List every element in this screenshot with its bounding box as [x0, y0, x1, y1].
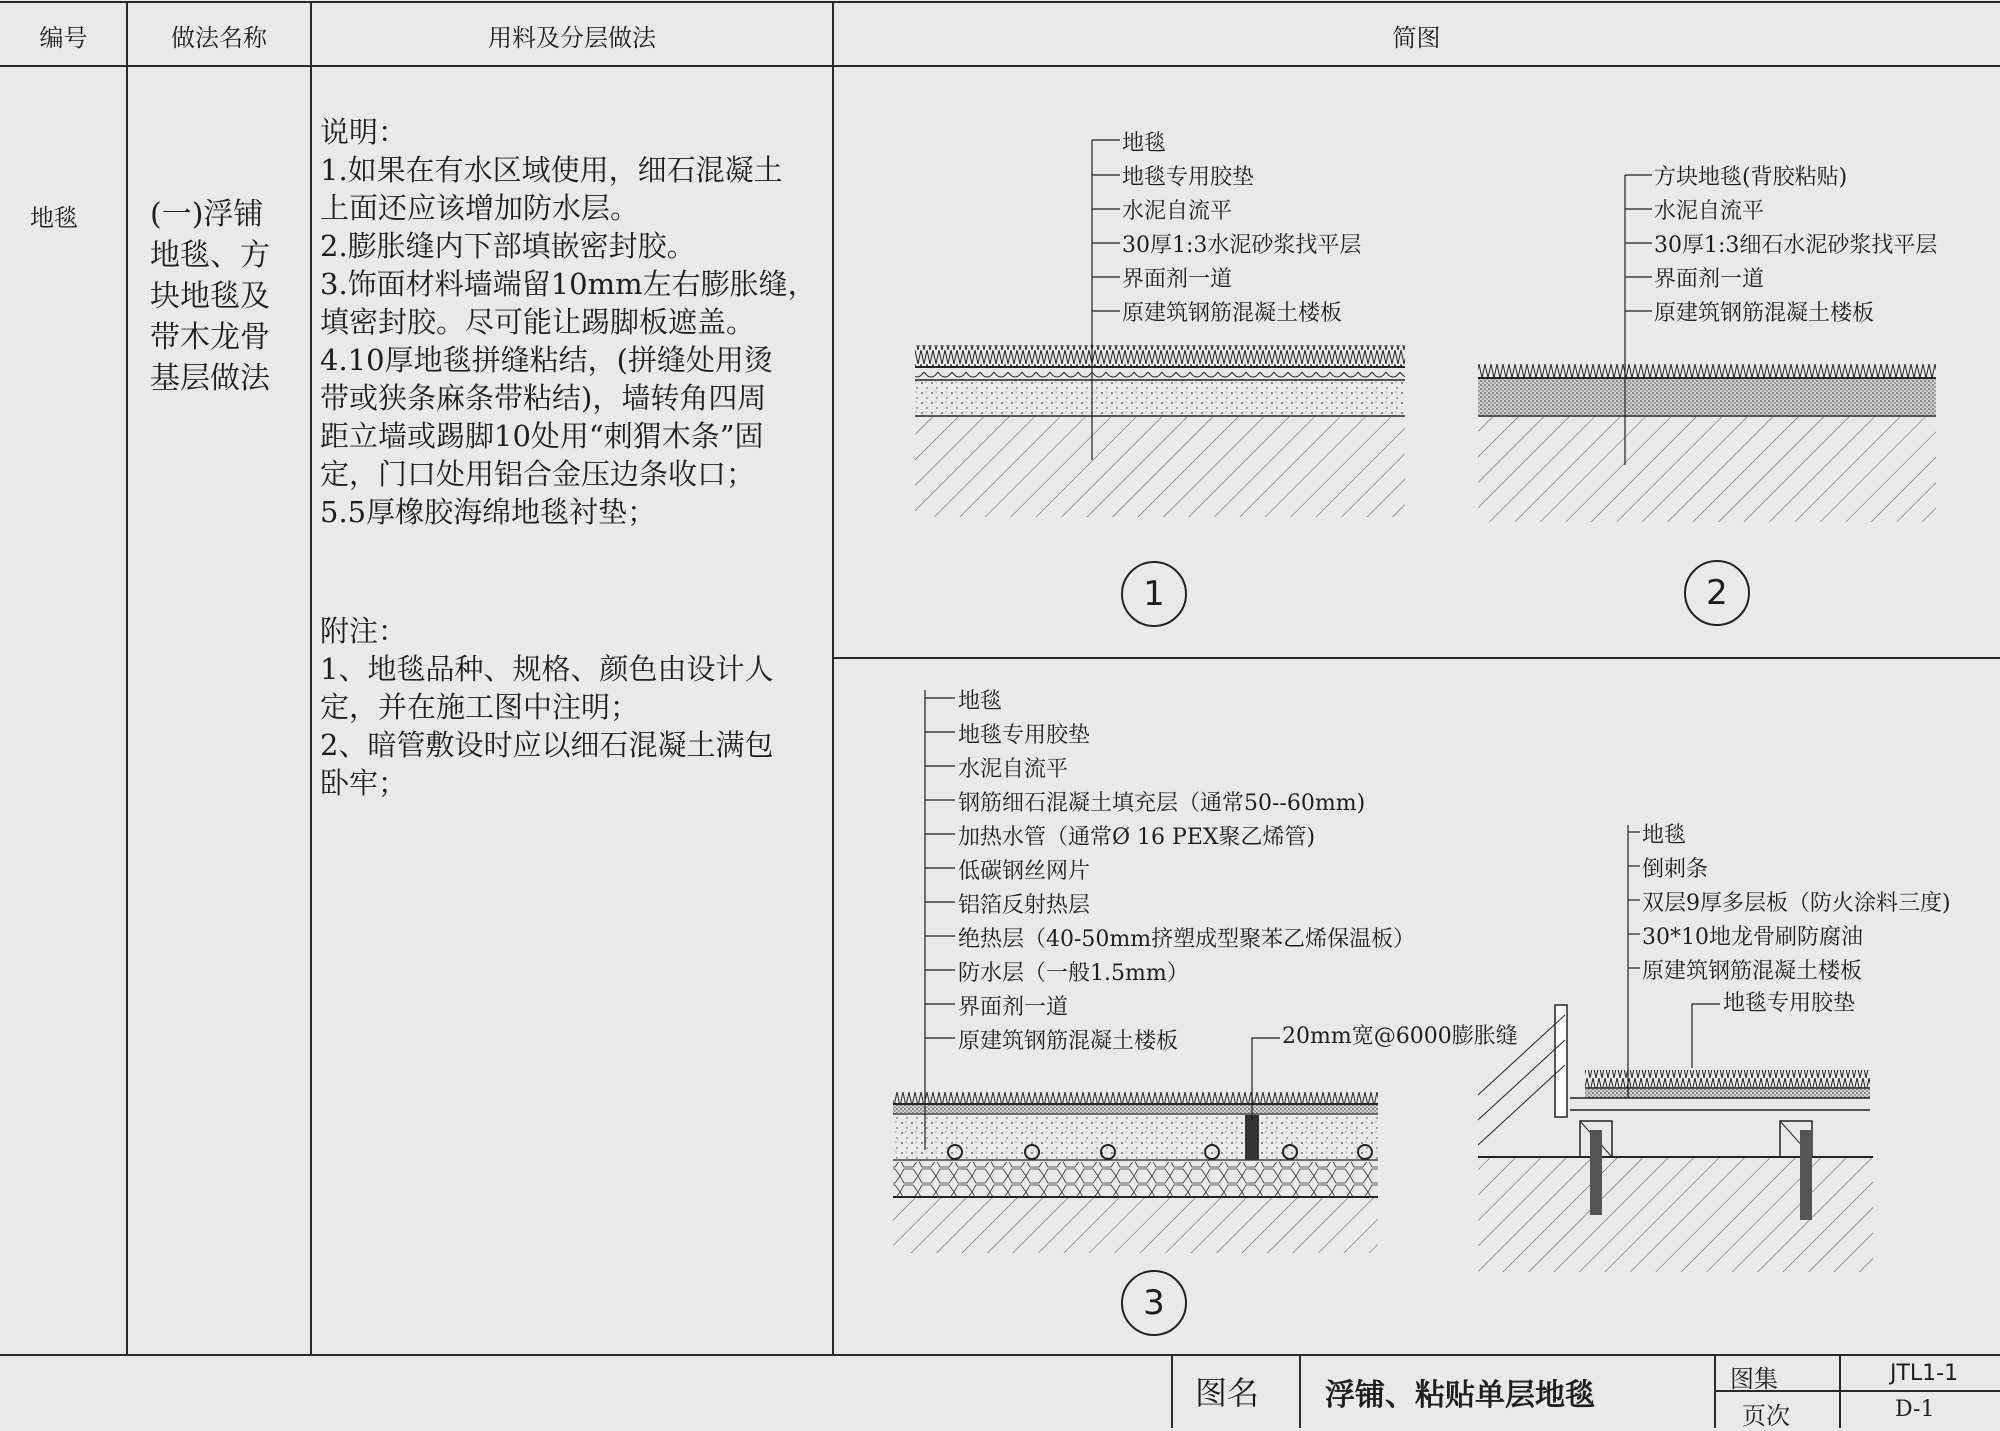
layer-label: 地毯专用胶垫 [1122, 165, 1255, 190]
note-line: 4.10厚地毯拼缝粘结，(拼缝处用烫 [320, 343, 773, 377]
detail-4-labels [1642, 819, 1951, 989]
method-name-line: 基层做法 [150, 361, 270, 396]
note-line: 5.5厚橡胶海绵地毯衬垫； [320, 495, 657, 529]
layer-label: 原建筑钢筋混凝土楼板 [1642, 959, 1863, 984]
appendix-title: 附注： [320, 614, 408, 648]
layer-label: 水泥自流平 [958, 757, 1069, 782]
atlas-value: JTL1-1 [1890, 1361, 1959, 1386]
underlay-label: 地毯专用胶垫 [1723, 991, 1856, 1016]
note-line: 上面还应该增加防水层。 [320, 191, 640, 225]
detail-3-number: 3 [1121, 1270, 1187, 1336]
layer-label: 防水层（一般1.5mm） [958, 961, 1189, 986]
method-name-line: 块地毯及 [150, 279, 270, 314]
layer-label: 地毯 [958, 689, 1003, 714]
note-line: 3.饰面材料墙端留10mm左右膨胀缝， [320, 267, 817, 301]
row-number: 地毯 [30, 204, 78, 232]
header-number: 编号 [39, 24, 88, 52]
note-line: 定，门口处用铝合金压边条收口； [320, 457, 756, 491]
method-name-line: (一)浮铺 [150, 197, 264, 232]
layer-label: 30*10地龙骨刷防腐油 [1642, 925, 1863, 950]
layer-label: 倒刺条 [1642, 857, 1709, 882]
layer-label: 原建筑钢筋混凝土楼板 [1654, 301, 1875, 326]
detail-2-number: 2 [1684, 560, 1750, 626]
layer-label: 双层9厚多层板（防火涂料三度) [1642, 891, 1951, 916]
layer-label: 地毯专用胶垫 [958, 723, 1091, 748]
layer-label: 方块地毯(背胶粘贴) [1654, 165, 1848, 190]
layer-label: 30厚1:3细石水泥砂浆找平层 [1654, 233, 1938, 258]
detail-2-labels [1654, 161, 1937, 331]
method-name-line: 带木龙骨 [150, 320, 270, 355]
layer-label: 界面剂一道 [1654, 267, 1765, 292]
layer-label: 界面剂一道 [1122, 267, 1233, 292]
layer-label: 地毯 [1642, 823, 1687, 848]
notes-block [320, 113, 830, 531]
detail-1-number: 1 [1121, 561, 1187, 627]
method-name-line: 地毯、方 [150, 238, 270, 273]
note-line: 1.如果在有水区域使用，细石混凝土 [320, 153, 783, 187]
header-method-name: 做法名称 [171, 24, 267, 52]
drawing-name: 浮铺、粘贴单层地毯 [1325, 1378, 1595, 1413]
notes-title: 说明： [320, 115, 408, 149]
expansion-joint-label: 20mm宽@6000膨胀缝 [1282, 1024, 1518, 1049]
layer-label: 原建筑钢筋混凝土楼板 [958, 1029, 1179, 1054]
drawing-name-label: 图名 [1195, 1374, 1260, 1412]
atlas-label: 图集 [1730, 1365, 1778, 1393]
note-line: 距立墙或踢脚10处用“刺猬木条”固 [320, 419, 764, 453]
layer-label: 地毯 [1122, 131, 1167, 156]
layer-label: 水泥自流平 [1122, 199, 1233, 224]
page-value: D-1 [1895, 1397, 1935, 1422]
layer-label: 铝箔反射热层 [958, 893, 1091, 918]
appendix-line: 1、地毯品种、规格、颜色由设计人 [320, 652, 774, 686]
header-materials: 用料及分层做法 [488, 24, 656, 52]
header-diagram: 简图 [1392, 24, 1441, 52]
layer-label: 加热水管（通常Ø 16 PEX聚乙烯管) [958, 825, 1316, 850]
layer-label: 钢筋细石混凝土填充层（通常50--60mm) [958, 791, 1366, 816]
method-name [150, 194, 270, 399]
appendix-line: 卧牢； [320, 766, 408, 800]
layer-label: 界面剂一道 [958, 995, 1069, 1020]
detail-3-labels [958, 685, 1415, 1059]
layer-label: 低碳钢丝网片 [958, 859, 1091, 884]
note-line: 带或狭条麻条带粘结)，墙转角四周 [320, 381, 767, 415]
layer-label: 绝热层（40-50mm挤塑成型聚苯乙烯保温板） [958, 927, 1416, 952]
note-line: 2.膨胀缝内下部填嵌密封胶。 [320, 229, 696, 263]
appendix-line: 2、暗管敷设时应以细石混凝土满包 [320, 728, 774, 762]
appendix-line: 定，并在施工图中注明； [320, 690, 640, 724]
note-line: 填密封胶。尽可能让踢脚板遮盖。 [320, 305, 756, 339]
page-label: 页次 [1742, 1402, 1790, 1430]
layer-label: 水泥自流平 [1654, 199, 1765, 224]
detail-1-labels [1122, 127, 1361, 331]
appendix-block [320, 612, 830, 802]
layer-label: 30厚1:3水泥砂浆找平层 [1122, 233, 1362, 258]
layer-label: 原建筑钢筋混凝土楼板 [1122, 301, 1343, 326]
